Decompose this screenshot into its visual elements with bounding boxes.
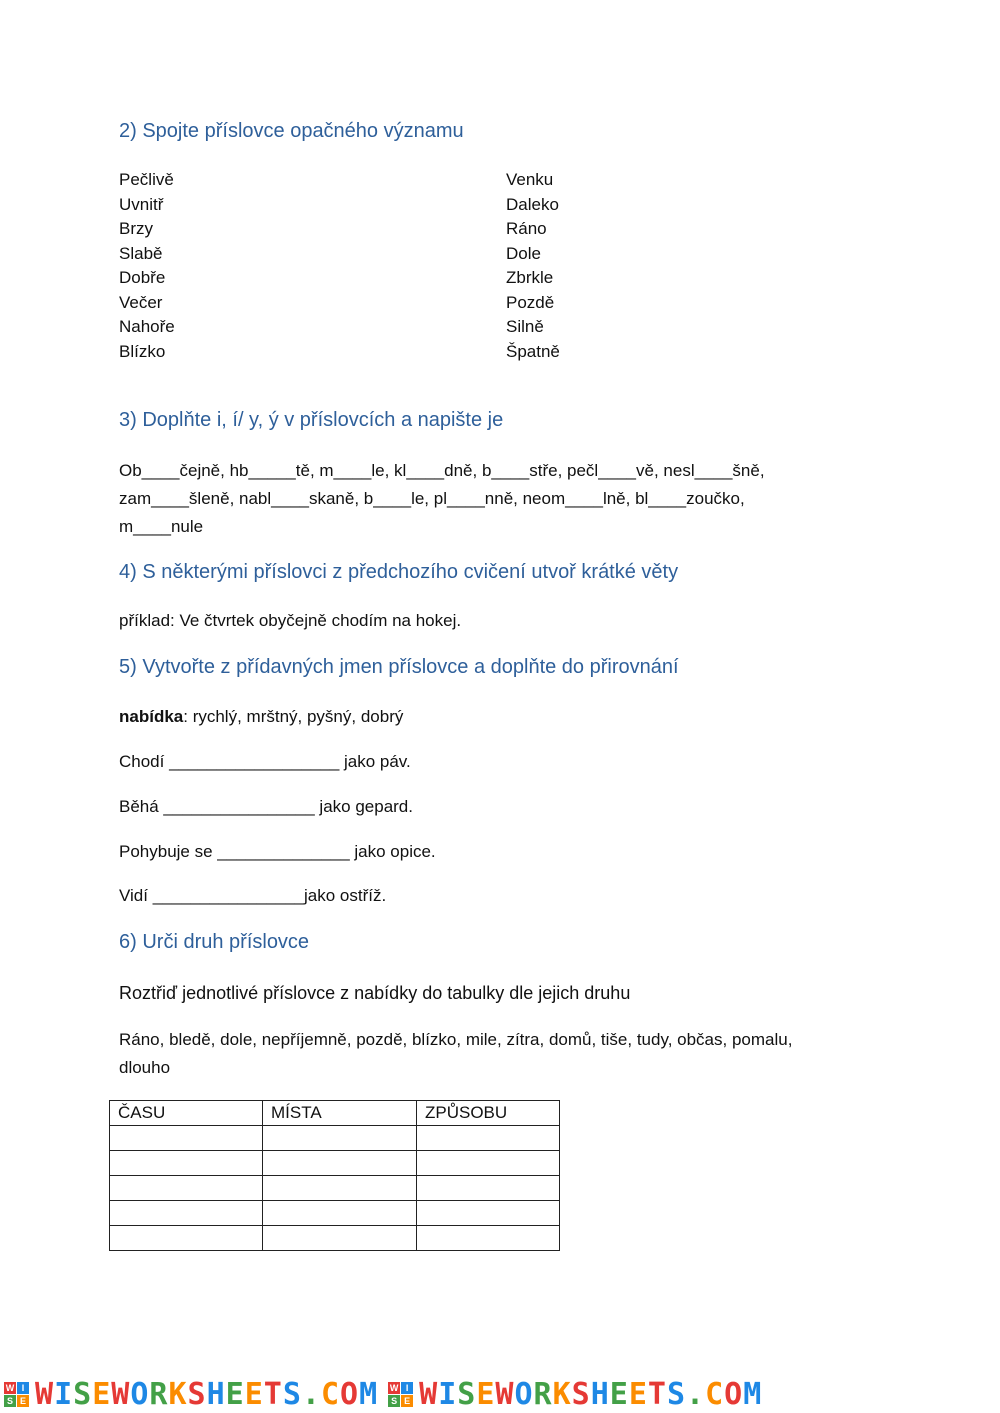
example-sentence: příklad: Ve čtvrtek obyčejně chodím na hokej. — [119, 611, 462, 630]
section-4-heading: 4) S některými příslovci z předchozího cvičení utvoř krátké věty — [119, 561, 679, 583]
pair-right-word: Silně — [506, 317, 544, 336]
pair-row — [119, 340, 719, 365]
logo-letter: S — [388, 1395, 400, 1407]
logo-letter: S — [4, 1395, 16, 1407]
table-header-row — [110, 1101, 560, 1126]
table-cell[interactable] — [263, 1151, 417, 1176]
pair-left-word: Uvnitř — [119, 194, 164, 214]
table-row — [110, 1226, 560, 1251]
comparison-sentence: Pohybuje se ______________ jako opice. — [119, 842, 436, 861]
logo-letter: I — [401, 1382, 413, 1394]
logo-icon — [388, 1382, 413, 1407]
table-cell[interactable] — [417, 1201, 560, 1226]
pair-left-word: Slabě — [119, 243, 163, 263]
comparison-sentence: Vidí ________________jako ostříž. — [119, 886, 387, 905]
table-cell[interactable] — [417, 1126, 560, 1151]
wiseworksheets-logo — [4, 1377, 378, 1412]
pair-row — [119, 315, 719, 340]
pair-right-word: Ráno — [506, 219, 547, 238]
pair-left-word: Brzy — [119, 219, 153, 238]
pair-row — [119, 266, 719, 291]
logo-letter: E — [17, 1395, 29, 1407]
pair-left-word: Blízko — [119, 341, 166, 361]
antonym-pairs — [119, 168, 719, 364]
logo-letter: I — [17, 1382, 29, 1394]
pair-row — [119, 291, 719, 316]
logo-text: WISEWORKSHEETS.COM — [419, 1377, 763, 1412]
footer-watermark — [0, 1376, 1000, 1413]
logo-letter: W — [389, 1383, 399, 1393]
table-cell[interactable] — [263, 1226, 417, 1251]
column-header: MÍSTA — [263, 1101, 417, 1126]
pair-left-word: Pečlivě — [119, 170, 174, 189]
table-cell[interactable] — [417, 1151, 560, 1176]
table-row — [110, 1151, 560, 1176]
table-cell[interactable] — [417, 1176, 560, 1201]
offer-label: nabídka — [119, 707, 184, 726]
table-cell[interactable] — [263, 1201, 417, 1226]
section-5-heading: 5) Vytvořte z přídavných jmen příslovce a doplňte do přirovnání — [119, 656, 679, 678]
sort-instruction: Roztřiď jednotlivé příslovce z nabídky do tabulky dle jejich druhu — [119, 983, 631, 1003]
table-cell[interactable] — [110, 1201, 263, 1226]
table-row — [110, 1176, 560, 1201]
table-cell[interactable] — [417, 1226, 560, 1251]
section-6-heading: 6) Urči druh příslovce — [119, 931, 310, 953]
pair-right-word: Špatně — [506, 341, 560, 361]
logo-letter: W — [5, 1383, 15, 1393]
column-header: ZPŮSOBU — [417, 1101, 560, 1126]
fill-in-exercise — [119, 457, 879, 541]
fill-line: zam____šleně, nabl____skaně, b____le, pl____nně, neom____lně, bl____zoučko, — [119, 489, 745, 508]
table-cell[interactable] — [110, 1226, 263, 1251]
logo-icon — [4, 1382, 29, 1407]
table-cell[interactable] — [110, 1126, 263, 1151]
pair-left-word: Nahoře — [119, 317, 175, 336]
fill-line: Ob____čejně, hb_____tě, m____le, kl____dně, b____stře, pečl____vě, nesl____šně, — [119, 461, 765, 480]
pair-right-word: Venku — [506, 170, 554, 189]
pair-right-word: Pozdě — [506, 292, 555, 312]
fill-line: m____nule — [119, 517, 204, 536]
pair-row — [119, 193, 719, 218]
section-2-heading: 2) Spojte příslovce opačného významu — [119, 120, 464, 142]
table-row — [110, 1201, 560, 1226]
pair-left-word: Dobře — [119, 268, 166, 287]
word-list-line: Ráno, bledě, dole, nepříjemně, pozdě, blízko, mile, zítra, domů, tiše, tudy, občas, pomalu, — [119, 1030, 793, 1049]
logo-text: WISEWORKSHEETS.COM — [35, 1377, 379, 1412]
pair-row — [119, 168, 719, 193]
table-cell[interactable] — [263, 1126, 417, 1151]
table-cell[interactable] — [263, 1176, 417, 1201]
word-list-line: dlouho — [119, 1058, 171, 1077]
pair-right-word: Daleko — [506, 194, 559, 214]
table-row — [110, 1126, 560, 1151]
pair-right-word: Dole — [506, 243, 541, 263]
table-cell[interactable] — [110, 1151, 263, 1176]
pair-left-word: Večer — [119, 292, 163, 312]
pair-row — [119, 242, 719, 267]
table-cell[interactable] — [110, 1176, 263, 1201]
section-3-heading: 3) Doplňte i, í/ y, ý v příslovcích a napište je — [119, 409, 504, 431]
wiseworksheets-logo — [388, 1377, 762, 1412]
offer-line — [119, 703, 403, 731]
column-header: ČASU — [110, 1101, 263, 1126]
comparison-sentence: Chodí __________________ jako páv. — [119, 752, 411, 771]
sort-table — [109, 1100, 560, 1251]
pair-right-word: Zbrkle — [506, 268, 554, 287]
pair-row — [119, 217, 719, 242]
logo-letter: E — [401, 1395, 413, 1407]
comparison-sentence: Běhá ________________ jako gepard. — [119, 797, 413, 816]
offer-words: : rychlý, mrštný, pyšný, dobrý — [183, 707, 404, 726]
